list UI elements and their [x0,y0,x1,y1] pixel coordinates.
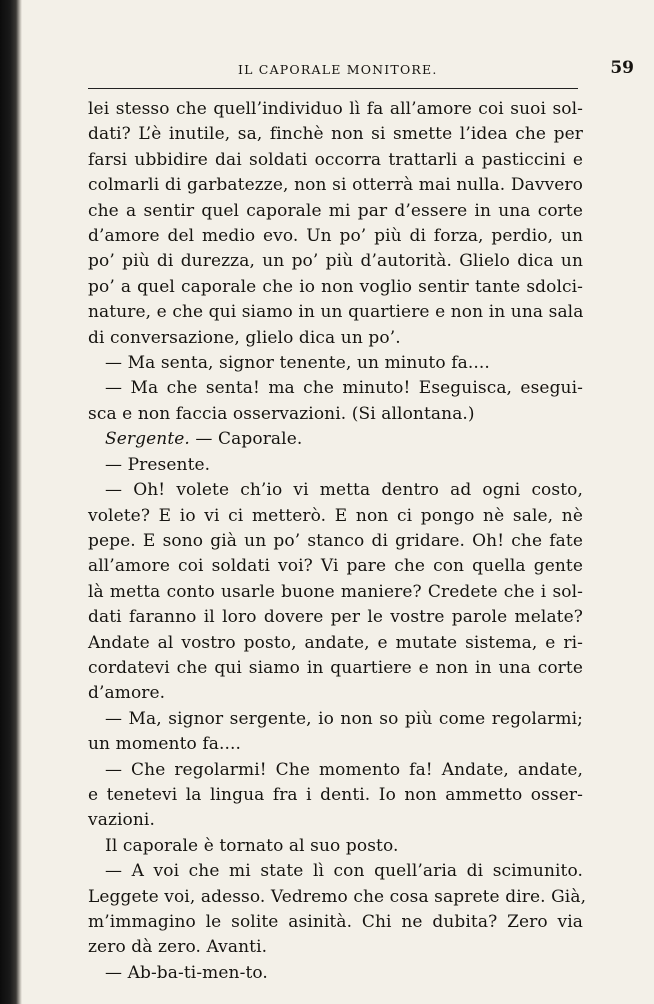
text-line: volete? E io vi ci metterò. E non ci pongo nè sale, nè [88,505,583,526]
text-line: dati faranno il loro dovere per le vostre parole melate? [88,607,583,628]
text-line: di conversazione, glielo dica un po’. [88,327,401,348]
text-line: all’amore coi soldati voi? Vi pare che con quella gente [88,556,583,577]
book-page [38,0,638,1004]
body-text [88,97,587,986]
book-binding-shadow [0,0,22,1004]
text-line: — Ma che senta! ma che minuto! Eseguisca, esegui- [105,378,583,399]
text-line: — Presente. [105,454,211,475]
text-line: d’amore del medio evo. Un po’ più di forza, perdio, un [88,226,583,247]
text-line: là metta conto usarle buone maniere? Credete che i sol- [88,581,583,602]
text-line: m’immagino le solite asinità. Chi ne dubita? Zero via [88,912,583,932]
text-line: po’ a quel caporale che io non voglio sentir tante sdolci- [88,276,583,297]
text-line: Leggete voi, adesso. Vedremo che cosa saprete dire. Già, [88,886,587,907]
page-header [88,58,634,86]
text-line: zero dà zero. Avanti. [88,937,268,958]
text-line: Andate al vostro posto, andate, e mutate sistema, e ri- [88,632,583,653]
text-line: — Ma senta, signor tenente, un minuto fa.... [105,353,490,374]
text-line: Il caporale è tornato al suo posto. [105,835,399,856]
text-line: — Ma, signor sergente, io non so più come regolarmi; [105,708,583,729]
text-line: — Ab-ba-ti-men-to. [105,962,268,983]
text-line: un momento fa.... [88,734,241,755]
page-number: 59 [610,58,634,78]
speaker-line: Caporale. [218,429,303,450]
text-line: farsi ubbidire dai soldati occorra trattarli a pasticcini e [88,149,583,170]
text-line: nature, e che qui siamo in un quartiere e non in una sala [88,302,584,323]
text-line: cordatevi che qui siamo in quartiere e non in una corte [88,657,583,678]
stage-direction-line [88,427,583,452]
text-line: e tenetevi la lingua fra i denti. Io non ammetto osser- [88,784,583,805]
text-line: po’ più di durezza, un po’ più d’autorità. Glielo dica un [88,251,583,272]
speaker-label: Sergente. — [105,429,213,450]
text-line: sca e non faccia osservazioni. (Si allontana.) [88,403,475,424]
text-line: colmarli di garbatezze, non si otterrà mai nulla. Davvero [88,175,583,196]
text-line: dati? L’è inutile, sa, finchè non si smette l’idea che per [88,124,583,145]
text-line: — Oh! volete ch’io vi metta dentro ad ogni costo, [105,480,583,501]
text-line: — A voi che mi state lì con quell’aria di scimunito. [105,861,583,882]
running-head: IL CAPORALE MONITORE. [238,62,438,77]
text-line: — Che regolarmi! Che momento fa! Andate, andate, [105,759,583,780]
text-line: pepe. E sono già un po’ stanco di gridare. Oh! che fate [88,530,583,551]
text-line: d’amore. [88,683,166,704]
text-line: lei stesso che quell’individuo lì fa all’amore coi suoi sol- [88,99,583,119]
header-rule [88,88,578,89]
text-line: vazioni. [88,810,155,831]
text-line: che a sentir quel caporale mi par d’essere in una corte [88,200,583,221]
